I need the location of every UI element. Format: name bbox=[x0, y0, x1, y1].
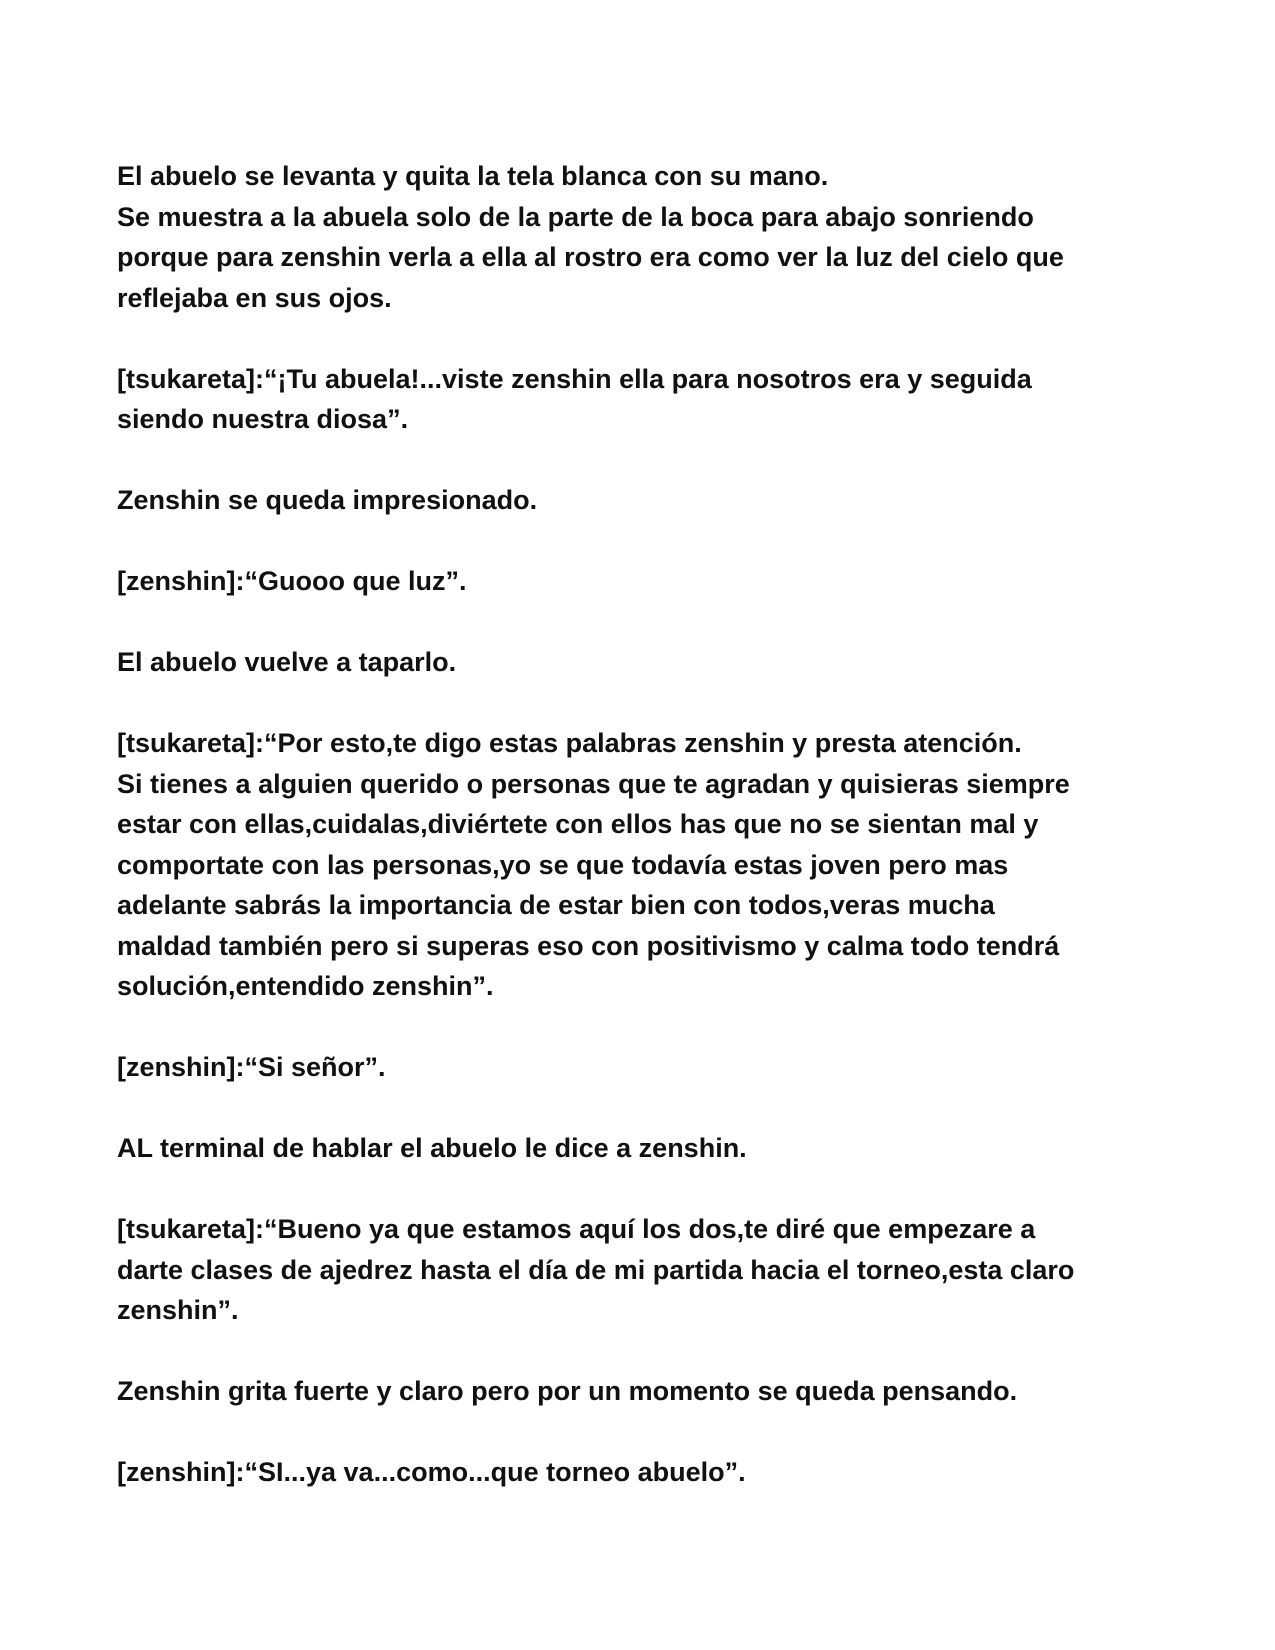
paragraph-narration-5: Zenshin grita fuerte y claro pero por un momento se queda pensando. bbox=[117, 1376, 1018, 1406]
document-page bbox=[117, 156, 1167, 1493]
paragraph-dialogue-5: [tsukareta]:“Bueno ya que estamos aquí los dos,te diré que empezare a darte clases de ajedrez hasta el día de mi partida hacia el torneo,esta claro zenshin”. bbox=[117, 1214, 1075, 1325]
paragraph-narration-3: El abuelo vuelve a taparlo. bbox=[117, 647, 457, 677]
paragraph-narration-1: El abuelo se levanta y quita la tela blanca con su mano. Se muestra a la abuela solo de la parte de la boca para abajo sonriendo porque para zenshin verla a ella al rostro era como ver la luz del cielo que reflejaba en sus ojos. bbox=[117, 161, 1064, 313]
paragraph-dialogue-4: [zenshin]:“Si señor”. bbox=[117, 1052, 386, 1082]
paragraph-narration-4: AL terminal de hablar el abuelo le dice a zenshin. bbox=[117, 1133, 747, 1163]
paragraph-dialogue-2: [zenshin]:“Guooo que luz”. bbox=[117, 566, 467, 596]
paragraph-dialogue-6: [zenshin]:“SI...ya va...como...que torneo abuelo”. bbox=[117, 1457, 746, 1487]
paragraph-dialogue-1: [tsukareta]:“¡Tu abuela!...viste zenshin ella para nosotros era y seguida siendo nuestra diosa”. bbox=[117, 363, 1032, 434]
paragraph-dialogue-3: [tsukareta]:“Por esto,te digo estas palabras zenshin y presta atención. Si tienes a alguien querido o personas que te agradan y quisieras siempre estar con ellas,cuidalas,diviértete con ellos has que no se sientan mal y comportate con las personas,yo se que todavía estas joven pero mas adelante sabrás la importancia de estar bien con todos,veras mucha maldad también pero si superas eso con positivismo y calma todo tendrá solución,entendido zenshin”. bbox=[117, 728, 1070, 1001]
paragraph-narration-2: Zenshin se queda impresionado. bbox=[117, 485, 538, 515]
